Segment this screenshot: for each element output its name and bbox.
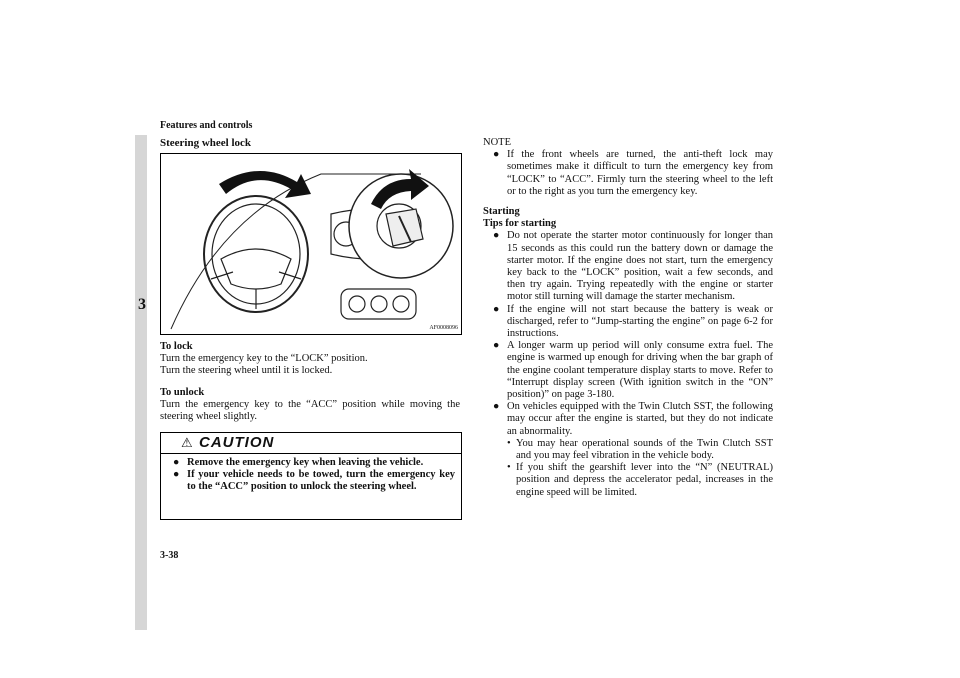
tip-item-text: On vehicles equipped with the Twin Clutch SST, the following may occur after the engine is started, but they do not indicate an abnormality.	[507, 401, 773, 437]
tip-item-text: Do not operate the starter motor continuously for longer than 15 seconds as this could run the battery down or damage the starter motor. If the engine does not start, turn the emergency key back to the “LOCK” position, wait a few seconds, and then try again. Trying repeatedly with the engine or starter motor still turning will damage the starter mechanism.	[507, 230, 773, 303]
bullet-icon: ●	[493, 149, 500, 161]
bullet-icon: ●	[493, 340, 500, 352]
bullet-icon: ●	[493, 401, 500, 413]
steering-lock-illustration	[160, 153, 462, 335]
caution-box	[160, 432, 462, 520]
chapter-tab	[135, 135, 147, 630]
chapter-number: 3	[138, 296, 146, 313]
to-unlock-section	[160, 387, 460, 424]
sub-bullet-item	[507, 438, 773, 462]
tip-item	[493, 230, 773, 303]
caution-item	[173, 457, 455, 469]
sub-bullet-icon: •	[507, 437, 511, 449]
sub-bullet-icon: •	[507, 462, 511, 474]
tip-item	[493, 401, 773, 499]
tip-item	[493, 304, 773, 341]
bullet-icon: ●	[173, 469, 180, 481]
note-item	[493, 149, 773, 198]
page-header: Features and controls	[160, 120, 253, 131]
bullet-icon: ●	[173, 457, 180, 468]
tips-title: Tips for starting	[483, 218, 557, 230]
sub-bullet-text: If you shift the gearshift lever into the “N” (NEUTRAL) position and depress the accelerator pedal, increases in the engine speed will be limited.	[516, 462, 773, 498]
to-lock-section	[160, 341, 460, 378]
steering-wheel-drawing	[161, 154, 461, 334]
warning-icon: ⚠	[181, 435, 193, 450]
note-item-text: If the front wheels are turned, the anti-theft lock may sometimes make it difficult to turn the emergency key from “LOCK” to “ACC”. Firmly turn the steering wheel to the left or to the right as you turn the emergency key.	[507, 149, 773, 197]
page-number: 3-38	[160, 550, 179, 561]
caution-title: CAUTION	[199, 434, 275, 451]
section-title: Steering wheel lock	[160, 137, 252, 149]
sub-bullet-text: You may hear operational sounds of the Twin Clutch SST and you may feel vibration in the vehicle body.	[516, 437, 773, 462]
caution-item-text: Remove the emergency key when leaving the vehicle.	[187, 457, 424, 468]
bullet-icon: ●	[493, 303, 500, 315]
to-unlock-heading: To unlock	[160, 387, 205, 398]
caution-list	[173, 457, 455, 494]
caution-item-text: If your vehicle needs to be towed, turn the emergency key to the “ACC” position to unlock the steering wheel.	[187, 469, 455, 493]
to-lock-line: Turn the steering wheel until it is locked.	[160, 365, 333, 377]
caution-item	[173, 469, 455, 493]
caution-header	[161, 433, 461, 454]
sub-bullet-item	[507, 462, 773, 499]
to-lock-heading: To lock	[160, 341, 193, 352]
tip-item-text: A longer warm up period will only consume extra fuel. The engine is warmed up enough for driving when the bar graph of the engine coolant temperature display starts to move. Refer to “Interrupt display screen (With ignition switch in the “ON” position)” on page 3-180.	[507, 340, 773, 401]
figure-code: AF0008096	[429, 325, 458, 331]
tip-item	[493, 340, 773, 401]
bullet-icon: ●	[493, 230, 500, 242]
note-label: NOTE	[483, 137, 511, 148]
tip-item-text: If the engine will not start because the battery is weak or discharged, refer to “Jump-starting the engine” on page 6-2 for instructions.	[507, 303, 773, 340]
to-unlock-text: Turn the emergency key to the “ACC” position while moving the steering wheel slightly.	[160, 399, 460, 423]
right-column	[483, 137, 773, 499]
to-lock-line: Turn the emergency key to the “LOCK” position.	[160, 353, 368, 365]
starting-title: Starting	[483, 206, 520, 218]
